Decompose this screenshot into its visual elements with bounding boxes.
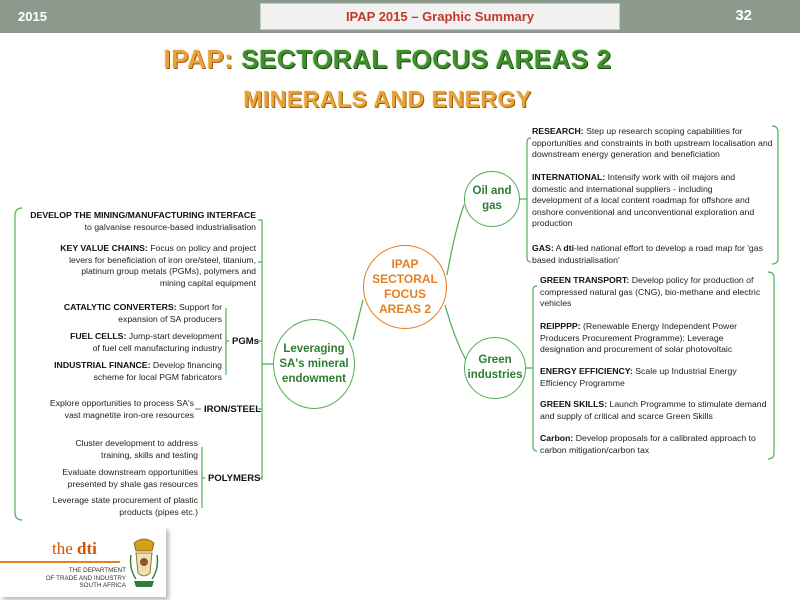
value-chains-text: Focus on policy and project levers for beneficiation of iron ore/steel, titanium, platinum group metals (PGMs), polymers and mining capital equipment (69, 243, 256, 288)
logo-divider (0, 561, 120, 563)
oil-gas-node: Oil and gas (464, 171, 520, 227)
dti-wordmark (52, 539, 97, 559)
energy-efficiency-block (540, 366, 765, 389)
polymers-item-2: Evaluate downstream opportunities presented by shale gas resources (62, 467, 198, 489)
catalytic-text: Support for expansion of SA producers (118, 302, 222, 324)
fuel-cells-block (62, 331, 222, 354)
dept-line-2: OF TRADE AND INDUSTRY (45, 574, 126, 582)
green-transport-block (540, 275, 770, 310)
polymers-label: POLYMERS (208, 473, 261, 484)
iron-steel-label: IRON/STEEL (204, 404, 262, 415)
research-label: RESEARCH: (532, 126, 584, 136)
bracket-oil (520, 138, 531, 262)
bracket-green (526, 286, 537, 451)
pgms-label: PGMs (232, 336, 259, 347)
connector-center-leveraging (353, 300, 363, 340)
polymers-item-3: Leverage state procurement of plastic products (pipes etc.) (52, 495, 198, 517)
slide-title-box: IPAP 2015 – Graphic Summary (260, 3, 620, 30)
bracket-polymers (202, 447, 205, 508)
international-label: INTERNATIONAL: (532, 172, 606, 182)
energy-efficiency-label: ENERGY EFFICIENCY: (540, 366, 633, 376)
carbon-label: Carbon: (540, 433, 574, 443)
industrial-finance-label: INDUSTRIAL FINANCE: (54, 360, 151, 370)
dept-name (4, 567, 126, 590)
green-skills-text: Launch Programme to stimulate demand and supply of critical and scarce Green Skills (540, 399, 767, 421)
dti-logo (0, 527, 166, 597)
reipppp-block (540, 321, 765, 356)
reipppp-label: REIPPPP: (540, 321, 581, 331)
heading-prefix: IPAP: (163, 44, 234, 74)
value-chains-label: KEY VALUE CHAINS: (60, 243, 148, 253)
heading-title: SECTORAL FOCUS AREAS 2 (241, 44, 612, 74)
gas-block (532, 243, 768, 266)
green-transport-label: GREEN TRANSPORT: (540, 275, 630, 285)
gas-text-b: -led national effort to develop a road map for 'gas based industrialisation' (532, 243, 763, 265)
research-block (532, 126, 776, 161)
energy-efficiency-text: Scale up Industrial Energy Efficiency Programme (540, 366, 737, 388)
polymers-item-1: Cluster development to address training, skills and testing (75, 438, 198, 460)
dept-line-1: THE DEPARTMENT (68, 567, 126, 574)
green-transport-text: Develop policy for production of compressed natural gas (CNG), bio-methane and electric vehicles (540, 275, 761, 308)
bracket-pgm (226, 308, 229, 375)
green-skills-block (540, 399, 768, 422)
international-block (532, 172, 760, 230)
dti-wordmark-the: the (52, 539, 73, 558)
green-skills-label: GREEN SKILLS: (540, 399, 608, 409)
fuel-cells-text: Jump-start development of fuel cell manufacturing industry (92, 331, 222, 353)
value-chains-block (55, 243, 256, 289)
gas-label: GAS: (532, 243, 554, 253)
gas-text-a: A (555, 243, 561, 253)
dept-line-3: SOUTH AFRICA (79, 582, 126, 589)
year-label: 2015 (18, 9, 47, 24)
international-text: Intensify work with oil majors and domestic and international suppliers - including development of a local content roadmap for offshore and onshore conventional and unconventional exploration and production (532, 172, 755, 228)
catalytic-block (62, 302, 222, 325)
gas-text-dti: dti (563, 243, 575, 253)
green-industries-node: Green industries (464, 337, 526, 399)
industrial-finance-text: Develop financing scheme for local PGM fabricators (93, 360, 222, 382)
mining-interface-block (18, 210, 256, 233)
bracket-leveraging (262, 220, 273, 480)
dti-wordmark-dti: dti (77, 539, 97, 558)
heading-subtitle: MINERALS AND ENERGY (243, 86, 532, 112)
connector-center-green (445, 305, 466, 360)
research-text: Step up research scoping capabilities for opportunities and constraints in both upstream localisation and downstream energy generation and beneficiation (532, 126, 773, 159)
fuel-cells-label: FUEL CELLS: (70, 331, 127, 341)
leveraging-node: Leveraging SA's mineral endowment (273, 319, 355, 409)
industrial-finance-block (40, 360, 222, 383)
catalytic-label: CATALYTIC CONVERTERS: (63, 302, 177, 312)
border-left (15, 208, 22, 520)
connector-center-oil (447, 205, 464, 275)
mining-interface-text: to galvanise resource-based industrialisation (84, 221, 256, 232)
carbon-block (540, 433, 765, 456)
page-number: 32 (735, 7, 752, 24)
coat-of-arms-icon (128, 535, 160, 591)
center-node: IPAP SECTORAL FOCUS AREAS 2 (363, 245, 447, 329)
carbon-text: Develop proposals for a calibrated approach to carbon mitigation/carbon tax (540, 433, 756, 455)
reipppp-text: (Renewable Energy Independent Power Producers Procurement Programme): Leverage designation and procurement of solar photovoltaic (540, 321, 738, 354)
iron-text: Explore opportunities to process SA's vast magnetite iron-ore resources (49, 398, 194, 420)
mining-interface-label: DEVELOP THE MINING/MANUFACTURING INTERFACE (30, 210, 256, 220)
